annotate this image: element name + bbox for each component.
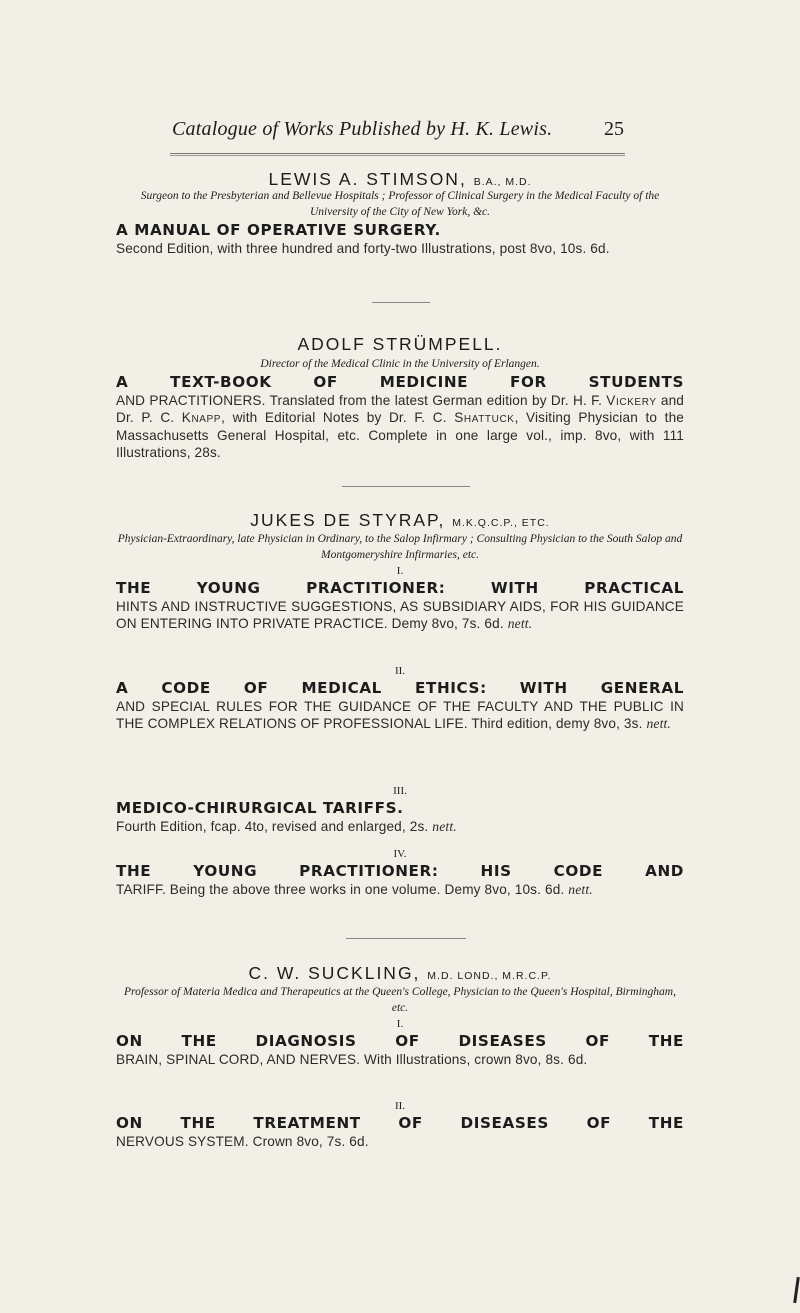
author-degrees: M.D. LOND., M.R.C.P. [427, 970, 552, 982]
author-name: JUKES DE STYRAP, M.K.Q.C.P., ETC. [250, 510, 550, 530]
work-details: HINTS AND INSTRUCTIVE SUGGESTIONS, AS SUBSIDIARY AIDS, FOR HIS GUIDANCE ON ENTERING INTO PRIVATE PRACTICE. Demy 8vo, 7s. 6d. nett. [116, 599, 684, 632]
work-title: A CODE OF MEDICAL ETHICS: WITH GENERAL [116, 679, 684, 697]
work-numeral: I. [396, 565, 404, 577]
scan-mark [793, 1277, 800, 1303]
work-numeral: II. [394, 665, 406, 677]
work-numeral: II. [394, 1100, 406, 1112]
author-name: C. W. SUCKLING, M.D. LOND., M.R.C.P. [248, 963, 552, 983]
work-entry [116, 665, 684, 733]
author-description: Professor of Materia Medica and Therapeutics at the Queen's College, Physician to the Queen's Hospital, Birmingham, etc. [124, 986, 676, 1014]
work-title: A MANUAL OF OPERATIVE SURGERY. [116, 221, 441, 239]
work-title: ON THE DIAGNOSIS OF DISEASES OF THE [116, 1032, 684, 1050]
author-name: LEWIS A. STIMSON, B.A., M.D. [268, 169, 532, 189]
section-divider [372, 302, 430, 303]
work-title: MEDICO-CHIRURGICAL TARIFFS. [116, 799, 404, 817]
work-entry [116, 785, 684, 835]
author-name: ADOLF STRÜMPELL. [297, 334, 503, 354]
work-title: ON THE TREATMENT OF DISEASES OF THE [116, 1114, 684, 1132]
work-numeral: III. [393, 785, 407, 797]
work-entry [116, 848, 684, 898]
header-rule [170, 153, 625, 156]
work-entry [116, 1100, 684, 1150]
work-numeral: IV. [393, 848, 407, 860]
work-title: THE YOUNG PRACTITIONER: WITH PRACTICAL [116, 579, 684, 597]
work-details: NERVOUS SYSTEM. Crown 8vo, 7s. 6d. [116, 1134, 369, 1149]
page-number: 25 [604, 118, 624, 140]
work-title: THE YOUNG PRACTITIONER: HIS CODE AND [116, 862, 684, 880]
author-degrees: B.A., M.D. [473, 176, 532, 188]
work-details: Second Edition, with three hundred and forty-two Illustrations, post 8vo, 10s. 6d. [116, 241, 610, 256]
work-numeral: I. [396, 1018, 404, 1030]
section-divider [342, 486, 470, 487]
work-details: AND PRACTITIONERS. Translated from the latest German edition by Dr. H. F. Vickery and Dr. P. C. Knapp, with Editorial Notes by Dr. F. C. Shattuck, Visiting Physician to the Massachusetts General Hospital, etc. Complete in one large vol., imp. 8vo, with 111 Illustrations, 28s. [116, 393, 684, 461]
running-header [172, 118, 624, 146]
work-details: TARIFF. Being the above three works in one volume. Demy 8vo, 10s. 6d. nett. [116, 882, 593, 897]
work-entry [116, 565, 684, 633]
author-description: Surgeon to the Presbyterian and Bellevue Hospitals ; Professor of Clinical Surgery in the Medical Faculty of the University of the City of New York, &c. [140, 190, 660, 218]
work-details: BRAIN, SPINAL CORD, AND NERVES. With Illustrations, crown 8vo, 8s. 6d. [116, 1052, 588, 1067]
work-details: Fourth Edition, fcap. 4to, revised and enlarged, 2s. nett. [116, 819, 457, 834]
work-entry [116, 221, 684, 257]
work-entry [116, 1018, 684, 1068]
work-title: A TEXT-BOOK OF MEDICINE FOR STUDENTS [116, 373, 684, 391]
work-details: AND SPECIAL RULES FOR THE GUIDANCE OF THE FACULTY AND THE PUBLIC IN THE COMPLEX RELATIONS OF PROFESSIONAL LIFE. Third edition, demy 8vo, 3s. nett. [116, 699, 684, 732]
running-title: Catalogue of Works Published by H. K. Lewis. [172, 118, 553, 140]
section-divider [346, 938, 466, 939]
author-description: Director of the Medical Clinic in the University of Erlangen. [260, 358, 540, 370]
author-degrees: M.K.Q.C.P., ETC. [452, 517, 550, 529]
work-entry [116, 373, 684, 462]
author-description: Physician-Extraordinary, late Physician in Ordinary, to the Salop Infirmary ; Consulting Physician to the South Salop and Montgomeryshire Infirmaries, etc. [117, 533, 683, 561]
